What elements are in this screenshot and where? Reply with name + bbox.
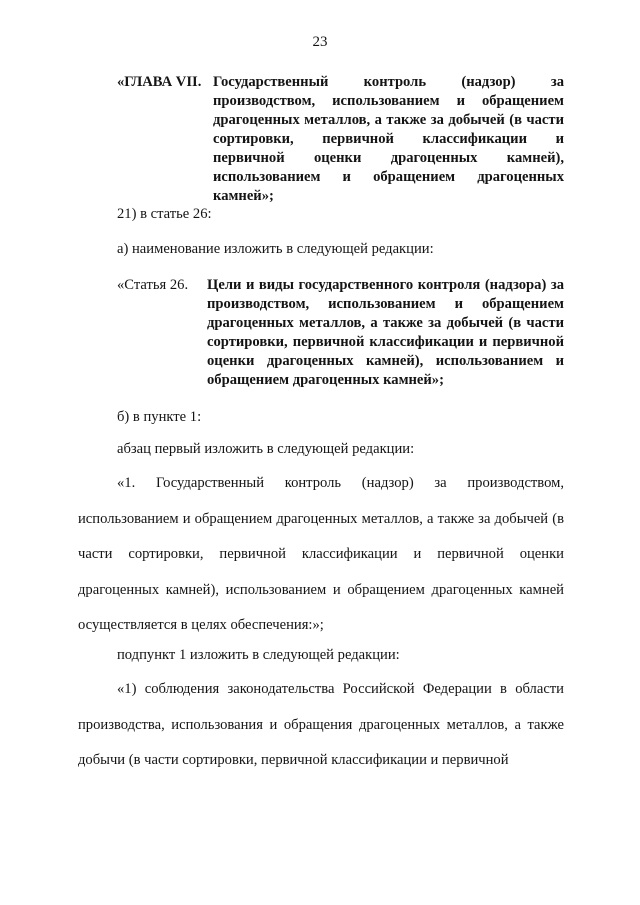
point-1-paragraph: «1. Государственный контроль (надзор) за производством, использованием и обращением драгоценных металлов, а также за добычей (в части сортировки, первичной классификации и первичной оценки драгоценных камней), использованием и обращением драгоценных камней осуществляется в целях обеспечения:»; — [78, 475, 564, 633]
abzac-instruction: абзац первый изложить в следующей редакции: — [117, 441, 415, 457]
page-number: 23 — [312, 34, 328, 50]
article-label: «Статья 26. — [117, 277, 189, 293]
item-b: б) в пункте 1: — [117, 409, 202, 425]
item-a: а) наименование изложить в следующей редакции: — [117, 241, 434, 257]
chapter-title: Государственный контроль (надзор) за производством, использованием и обращением драгоценных металлов, а также за добычей (в части сортировки, первичной классификации и первичной оценки драгоценных камней), использованием и обращением драгоценных камней»; — [213, 74, 564, 204]
subpoint-instruction: подпункт 1 изложить в следующей редакции: — [117, 647, 400, 663]
article-heading — [117, 276, 564, 390]
item-21: 21) в статье 26: — [117, 206, 212, 222]
article-title: Цели и виды государственного контроля (надзора) за производством, использованием и обращением драгоценных металлов, а также за добычей (в части сортировки, первичной классификации и первичной оценки драгоценных камней), использованием и обращением драгоценных камней»; — [207, 277, 564, 388]
subpoint-1-paragraph: «1) соблюдения законодательства Российской Федерации в области производства, использования и обращения драгоценных металлов, а также добычи (в части сортировки, первичной классификации и первичной — [78, 681, 564, 768]
chapter-label: «ГЛАВА VII. — [117, 74, 202, 90]
chapter-heading — [117, 73, 564, 206]
